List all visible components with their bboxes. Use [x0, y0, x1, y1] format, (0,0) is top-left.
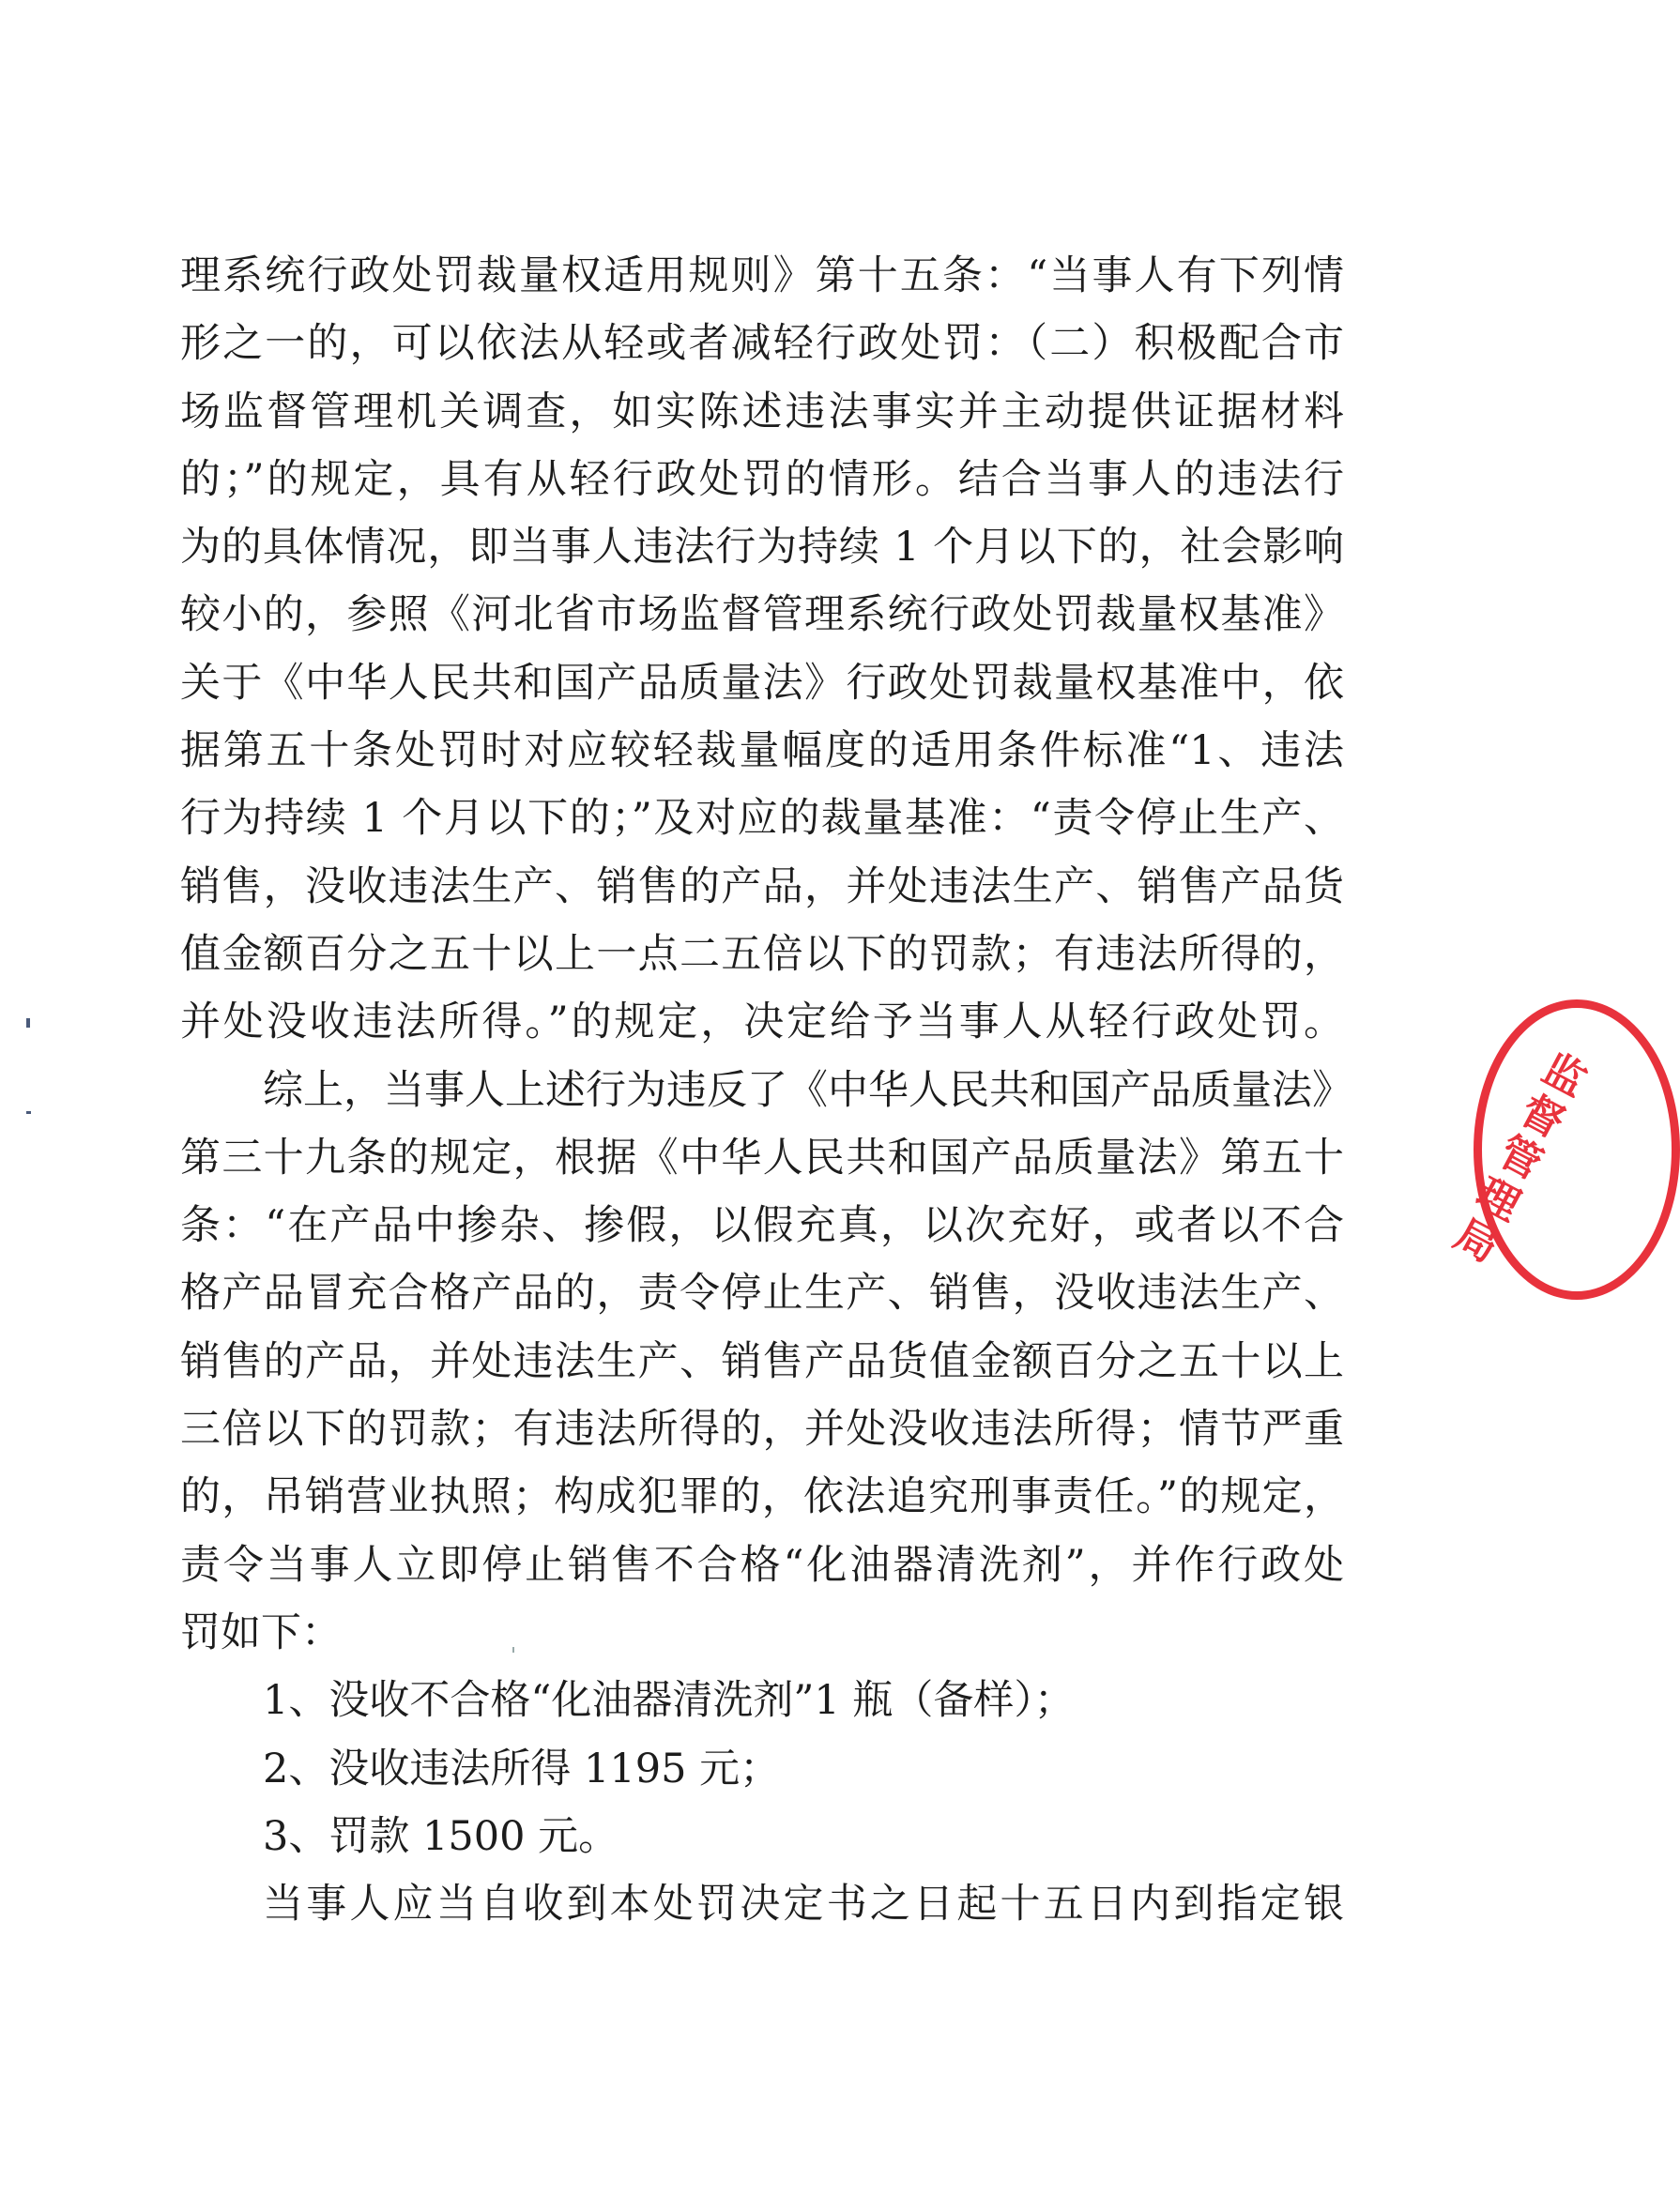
text-line: 为的具体情况，即当事人违法行为持续 1 个月以下的，社会影响	[180, 524, 1344, 572]
text-line: 罚如下：	[180, 1609, 342, 1656]
text-line: 理系统行政处罚裁量权适用规则》第十五条：“当事人有下列情	[180, 252, 1344, 299]
text-line: 的，吊销营业执照；构成犯罪的，依法追究刑事责任。”的规定，	[180, 1473, 1344, 1521]
text-line: 据第五十条处罚时对应较轻裁量幅度的适用条件标准“1、违法	[180, 727, 1344, 775]
scan-speck	[512, 1647, 514, 1653]
text-line: 形之一的，可以依法从轻或者减轻行政处罚：（二）积极配合市	[180, 320, 1344, 368]
document-body	[180, 242, 1352, 1938]
text-line: 较小的，参照《河北省市场监督管理系统行政处罚裁量权基准》	[180, 591, 1344, 639]
text-line: 场监督管理机关调查，如实陈述违法事实并主动提供证据材料	[180, 388, 1344, 435]
text-line: 三倍以下的罚款；有违法所得的，并处没收违法所得；情节严重	[180, 1406, 1344, 1454]
text-line: 条：“在产品中掺杂、掺假，以假充真，以次充好，或者以不合	[180, 1202, 1344, 1250]
text-line: 第三十九条的规定，根据《中华人民共和国产品质量法》第五十	[180, 1134, 1344, 1182]
official-seal	[1446, 999, 1680, 1300]
text-line: 销售的产品，并处违法生产、销售产品货值金额百分之五十以上	[180, 1337, 1344, 1385]
penalty-item-1: 1、没收不合格“化油器清洗剂”1 瓶（备样）；	[263, 1677, 1075, 1725]
paragraph-start-line: 综上，当事人上述行为违反了《中华人民共和国产品质量法》	[263, 1066, 1352, 1114]
scan-speck	[26, 1111, 31, 1114]
text-line: 的；”的规定，具有从轻行政处罚的情形。结合当事人的违法行	[180, 455, 1344, 503]
text-line: 关于《中华人民共和国产品质量法》行政处罚裁量权基准中，依	[180, 659, 1344, 707]
text-line: 销售，没收违法生产、销售的产品，并处违法生产、销售产品货	[180, 862, 1344, 910]
seal-text: 监督管理局	[1446, 1045, 1595, 1273]
text-line: 行为持续 1 个月以下的；”及对应的裁量基准：“责令停止生产、	[180, 795, 1344, 843]
penalty-item-3: 3、罚款 1500 元。	[263, 1812, 619, 1860]
scan-speck	[26, 1018, 30, 1028]
penalty-item-2: 2、没收违法所得 1195 元；	[263, 1745, 781, 1792]
text-line: 责令当事人立即停止销售不合格“化油器清洗剂”，并作行政处	[180, 1541, 1344, 1589]
text-line: 并处没收违法所得。”的规定，决定给予当事人从轻行政处罚。	[180, 999, 1344, 1046]
text-line: 格产品冒充合格产品的，责令停止生产、销售，没收违法生产、	[180, 1270, 1344, 1318]
text-line: 值金额百分之五十以上一点二五倍以下的罚款；有违法所得的，	[180, 930, 1344, 978]
paragraph-start-line: 当事人应当自收到本处罚决定书之日起十五日内到指定银	[263, 1881, 1344, 1929]
